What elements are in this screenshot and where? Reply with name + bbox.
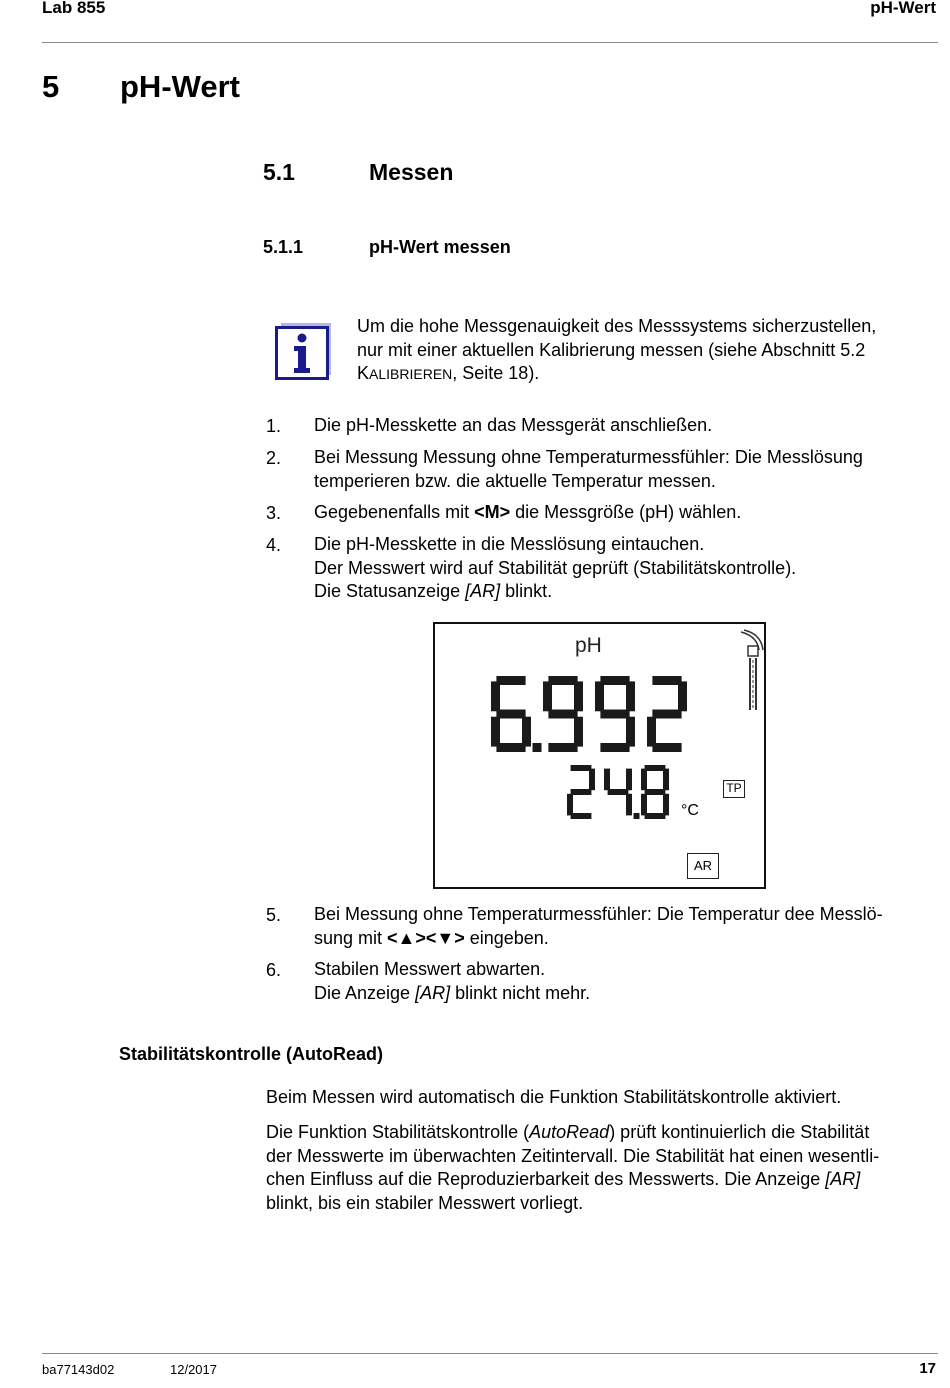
step-text: [314, 446, 863, 493]
lcd-segment: [641, 769, 647, 791]
subsection-number: 5.1.1: [263, 237, 304, 257]
section-reference: , Seite 18).: [452, 363, 540, 383]
lcd-segment: [522, 717, 531, 747]
info-icon: [275, 323, 331, 380]
text-part: chen Einfluss auf die Reproduzierbarkeit des Messwerts. Die Anzeige: [266, 1169, 826, 1189]
chapter-number: 5: [42, 69, 60, 104]
key-m: <M>: [474, 502, 511, 522]
info-note-line: nur mit einer aktuellen Kalibrierung messen (siehe Abschnitt 5.2: [357, 339, 866, 360]
lcd-segment: [567, 794, 573, 816]
lcd-segment: [647, 717, 656, 747]
status-ar-ref: [AR]: [825, 1169, 861, 1189]
lcd-segment: [652, 743, 681, 752]
step-line: Bei Messung ohne Temperaturmessfühler: Die Temperatur dee Messlö-: [314, 904, 883, 924]
lcd-segment: [571, 813, 592, 819]
paragraph-line: der Messwerte im überwachten Zeitintervall. Die Stabilität hat einen wesentli-: [266, 1145, 880, 1166]
step-text-part: Die Anzeige: [314, 982, 416, 1003]
lcd-segment: [543, 681, 552, 711]
lcd-segment: [496, 710, 525, 719]
lcd-segment: [604, 769, 610, 791]
lcd-segment: [496, 676, 525, 685]
lcd-segment: [645, 765, 666, 771]
step-line: Bei Messung Messung ohne Temperaturmessfühler: Die Messlösung: [314, 447, 863, 467]
lcd-segment: [600, 676, 629, 685]
info-note-line: Um die hohe Messgenauigkeit des Messsystems sicherzustellen,: [357, 316, 877, 336]
temperature-unit: °C: [681, 802, 699, 819]
step-text: Die pH-Messkette an das Messgerät anschließen.: [314, 415, 713, 435]
ar-badge: AR: [687, 853, 719, 879]
page-number: 17: [919, 1360, 936, 1377]
lcd-segment: [600, 743, 629, 752]
step-text: [314, 533, 796, 604]
lcd-decimal-point: [533, 743, 542, 752]
lcd-segment: [574, 717, 583, 747]
lcd-segment: [548, 710, 577, 719]
lcd-segment: [548, 676, 577, 685]
lcd-segment: [663, 794, 669, 816]
step-number: 5.: [266, 905, 282, 925]
display-mode-label: pH: [575, 634, 602, 657]
arrow-keys: <▲><▼>: [387, 927, 465, 948]
footer-date: 12/2017: [170, 1362, 217, 1377]
info-note-line: [357, 362, 937, 387]
footer-doc-id: ba77143d02: [42, 1362, 115, 1377]
step-line: Der Messwert wird auf Stabilität geprüft (Stabilitätskontrolle).: [314, 557, 797, 578]
lcd-segment: [608, 789, 629, 795]
smallcaps-rest: ALIBRIEREN: [369, 366, 453, 382]
step-text-part: sung mit: [314, 927, 388, 948]
temperature-digits: [567, 765, 669, 819]
status-ar-ref: [AR]: [465, 581, 501, 601]
header-rule: [42, 42, 938, 43]
autoread-paragraph-2: [266, 1121, 946, 1215]
tp-badge: TP: [723, 780, 745, 798]
lcd-segment: [491, 681, 500, 711]
step-number: 4.: [266, 535, 282, 555]
lcd-segment: [491, 717, 500, 747]
lcd-segment: [652, 710, 681, 719]
section-title: Messen: [369, 159, 454, 185]
step-text: [314, 958, 590, 1005]
step-text-part: die Messgröße (pH) wählen.: [510, 502, 742, 522]
subsection-title: pH-Wert messen: [369, 237, 511, 257]
step-line: temperieren bzw. die aktuelle Temperatur messen.: [314, 470, 716, 491]
step-text: [314, 903, 883, 950]
running-header-left: Lab 855: [42, 0, 106, 17]
lcd-segment: [626, 717, 635, 747]
status-ar-ref: [AR]: [415, 982, 451, 1003]
lcd-segment: [574, 681, 583, 711]
autoread-heading: Stabilitätskontrolle (AutoRead): [119, 1044, 384, 1064]
running-header-right: pH-Wert: [870, 0, 936, 17]
paragraph-line: [266, 1121, 946, 1145]
lcd-segment: [595, 681, 604, 711]
step-text-part: blinkt.: [500, 581, 553, 601]
lcd-segment: [589, 769, 595, 791]
step-number: 3.: [266, 503, 282, 523]
step-line: [314, 927, 883, 951]
lcd-segment: [548, 743, 577, 752]
lcd-segment: [600, 710, 629, 719]
electrode-icon: [741, 630, 763, 710]
lcd-segment: [645, 789, 666, 795]
lcd-decimal-point: [634, 813, 640, 819]
lcd-segment: [571, 789, 592, 795]
smallcaps-k: K: [357, 363, 370, 383]
text-part: ) prüft kontinuierlich die Stabilität: [609, 1122, 870, 1142]
text-part: Die Funktion Stabilitätskontrolle (: [266, 1122, 530, 1142]
step-line: [314, 982, 590, 1006]
step-text-part: eingeben.: [464, 927, 549, 948]
lcd-segment: [626, 794, 632, 816]
step-number: 6.: [266, 960, 282, 980]
footer-rule: [42, 1353, 938, 1354]
lcd-segment: [645, 813, 666, 819]
paragraph-line: [266, 1168, 946, 1192]
step-number: 1.: [266, 416, 282, 436]
step-text: [314, 501, 741, 525]
lcd-segment: [496, 743, 525, 752]
lcd-segment: [641, 794, 647, 816]
chapter-title: pH-Wert: [120, 69, 240, 104]
lcd-segment: [678, 681, 687, 711]
info-note: [357, 315, 937, 387]
lcd-segment: [663, 769, 669, 791]
step-line: [314, 580, 796, 604]
step-text-part: Die Statusanzeige: [314, 581, 466, 601]
step-number: 2.: [266, 448, 282, 468]
lcd-segment: [652, 676, 681, 685]
step-text-part: blinkt nicht mehr.: [450, 982, 591, 1003]
step-line: Die pH-Messkette in die Messlösung eintauchen.: [314, 534, 705, 554]
step-text-part: Gegebenenfalls mit: [314, 502, 475, 522]
lcd-segment: [626, 769, 632, 791]
autoread-term: AutoRead: [529, 1122, 610, 1142]
seven-segment-readout: [435, 624, 764, 887]
lcd-segment: [571, 765, 592, 771]
step-line: Stabilen Messwert abwarten.: [314, 959, 546, 979]
lcd-segment: [626, 681, 635, 711]
main-value-digits: [491, 676, 687, 752]
section-number: 5.1: [263, 159, 295, 185]
meter-display: [433, 622, 766, 889]
autoread-paragraph-1: Beim Messen wird automatisch die Funktion Stabilitätskontrolle aktiviert.: [266, 1087, 842, 1107]
paragraph-line: blinkt, bis ein stabiler Messwert vorliegt.: [266, 1192, 584, 1213]
